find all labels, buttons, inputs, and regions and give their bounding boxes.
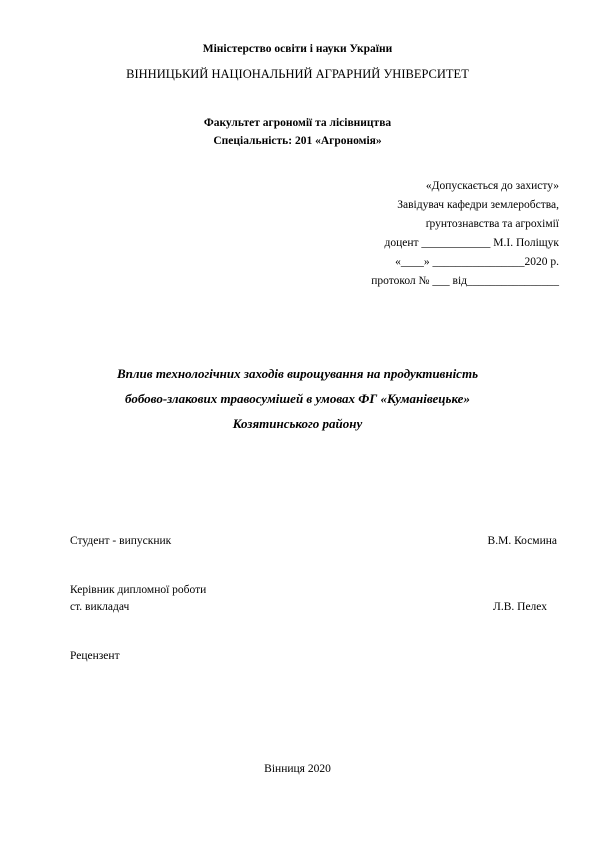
approval-department: ґрунтознавства та агрохімії: [425, 218, 559, 230]
supervisor-name: Л.В. Пелех: [493, 601, 547, 613]
supervisor-label: Керівник дипломної роботи: [70, 584, 207, 596]
approval-head-position: Завідувач кафедри землеробства,: [397, 199, 559, 211]
specialty-name: Спеціальність: 201 «Агрономія»: [213, 135, 382, 147]
ministry-name: Міністерство освіти і науки України: [202, 43, 393, 55]
university-name: ВІННИЦЬКИЙ НАЦІОНАЛЬНИЙ АГРАРНИЙ УНІВЕРСИТЕТ: [126, 67, 469, 81]
city-year: Вінниця 2020: [264, 763, 331, 775]
thesis-title-line: Козятинського району: [232, 416, 363, 431]
faculty-name: Факультет агрономії та лісівництва: [203, 117, 392, 129]
approval-block: [371, 177, 559, 291]
approval-signature-line: доцент ____________ М.І. Поліщук: [384, 237, 559, 249]
thesis-title-line: бобово-злакових травосумішей в умовах ФГ «Куманівецьке»: [125, 391, 470, 406]
approval-protocol-line: протокол № ___ від________________: [371, 275, 559, 287]
supervisor-position: ст. викладач: [70, 601, 130, 613]
approval-date-line: «____» ________________2020 р.: [395, 256, 559, 268]
approval-heading: «Допускається до захисту»: [425, 180, 559, 192]
thesis-title: [0, 361, 595, 436]
student-label: Студент - випускник: [70, 535, 172, 547]
student-name: В.М. Космина: [487, 535, 557, 547]
reviewer-label: Рецензент: [70, 650, 120, 662]
thesis-title-line: Вплив технологічних заходів вирощування на продуктивність: [116, 366, 479, 381]
